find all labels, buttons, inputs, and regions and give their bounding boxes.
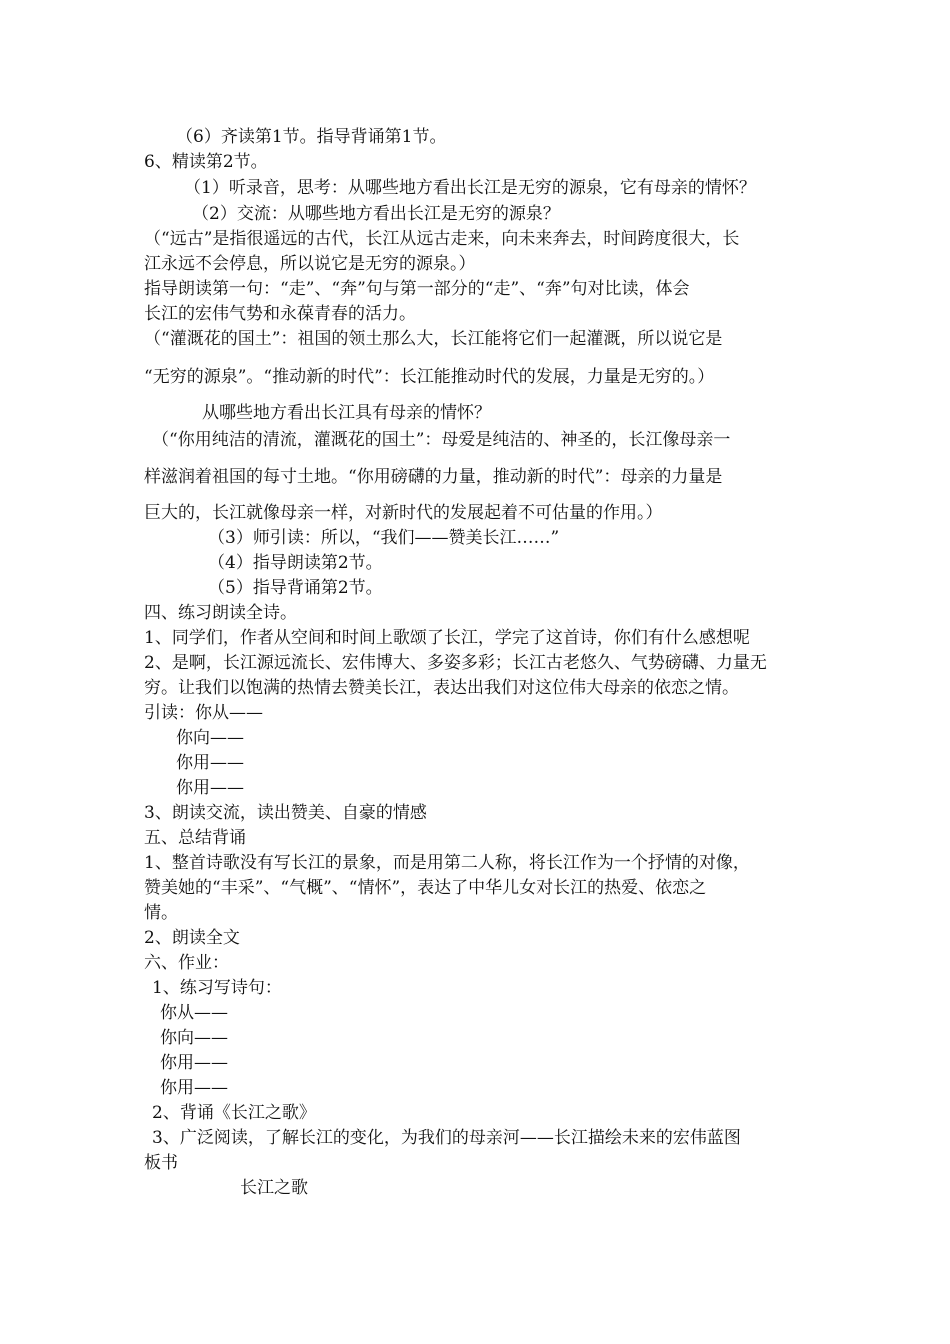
line-9: （“灌溉花的国土”：祖国的领土那么大，长江能将它们一起灌溉，所以说它是 <box>144 329 723 349</box>
line-4: （2）交流：从哪些地方看出长江是无穷的源泉？ <box>192 204 560 224</box>
line-3: （1）听录音，思考：从哪些地方看出长江是无穷的源泉，它有母亲的情怀？ <box>184 178 756 198</box>
line-17: （5）指导背诵第2节。 <box>208 578 383 598</box>
line-2: 6、精读第2节。 <box>144 152 268 172</box>
line-23: 你向—— <box>176 728 244 748</box>
section-6-heading: 六、作业： <box>144 953 229 973</box>
line-7: 指导朗读第一句：“走”、“奔”句与第一部分的“走”、“奔”句对比读，体会 <box>144 279 690 299</box>
line-31: 2、朗读全文 <box>144 928 240 948</box>
line-26: 3、朗读交流，读出赞美、自豪的情感 <box>144 803 427 823</box>
line-39: 3、广泛阅读，了解长江的变化，为我们的母亲河——长江描绘未来的宏伟蓝图 <box>152 1128 741 1148</box>
line-24: 你用—— <box>176 753 244 773</box>
section-5-heading: 五、总结背诵 <box>144 828 246 848</box>
line-28: 1、整首诗歌没有写长江的景象，而是用第二人称，将长江作为一个抒情的对像， <box>144 853 750 873</box>
line-14: 巨大的，长江就像母亲一样，对新时代的发展起着不可估量的作用。） <box>144 503 663 523</box>
line-29: 赞美她的“丰采”、“气概”、“情怀”，表达了中华儿女对长江的热爱、依恋之 <box>144 878 707 898</box>
line-37: 你用—— <box>160 1078 228 1098</box>
section-4-heading: 四、练习朗读全诗。 <box>144 603 297 623</box>
line-35: 你向—— <box>160 1028 228 1048</box>
line-16: （4）指导朗读第2节。 <box>208 553 383 573</box>
line-25: 你用—— <box>176 778 244 798</box>
line-22: 引读：你从—— <box>144 703 263 723</box>
blackboard-heading: 板书 <box>144 1153 178 1173</box>
line-36: 你用—— <box>160 1053 228 1073</box>
line-1: （6）齐读第1节。指导背诵第1节。 <box>176 127 447 147</box>
line-6: 江永远不会停息，所以说它是无穷的源泉。） <box>144 254 476 274</box>
line-5: （“远古”是指很遥远的古代，长江从远古走来，向未来奔去，时间跨度很大，长 <box>144 229 740 249</box>
line-30: 情。 <box>144 903 178 923</box>
line-11: 从哪些地方看出长江具有母亲的情怀？ <box>202 403 491 423</box>
line-15: （3）师引读：所以，“我们——赞美长江……” <box>208 528 560 548</box>
line-38: 2、背诵《长江之歌》 <box>152 1103 316 1123</box>
line-8: 长江的宏伟气势和永葆青春的活力。 <box>144 304 416 324</box>
line-13: 样滋润着祖国的每寸土地。“你用磅礴的力量，推动新的时代”：母亲的力量是 <box>144 467 723 487</box>
line-12: （“你用纯洁的清流，灌溉花的国土”：母爱是纯洁的、神圣的，长江像母亲一 <box>152 430 731 450</box>
line-33: 1、练习写诗句： <box>152 978 282 998</box>
line-19: 1、同学们，作者从空间和时间上歌颂了长江，学完了这首诗，你们有什么感想呢 <box>144 628 750 648</box>
line-21: 穷。让我们以饱满的热情去赞美长江，表达出我们对这位伟大母亲的依恋之情。 <box>144 678 739 698</box>
blackboard-title: 长江之歌 <box>240 1178 308 1198</box>
line-10: “无穷的源泉”。“推动新的时代”：长江能推动时代的发展，力量是无穷的。） <box>144 367 715 387</box>
line-20: 2、是啊，长江源远流长、宏伟博大、多姿多彩；长江古老悠久、气势磅礴、力量无 <box>144 653 767 673</box>
line-34: 你从—— <box>160 1003 228 1023</box>
